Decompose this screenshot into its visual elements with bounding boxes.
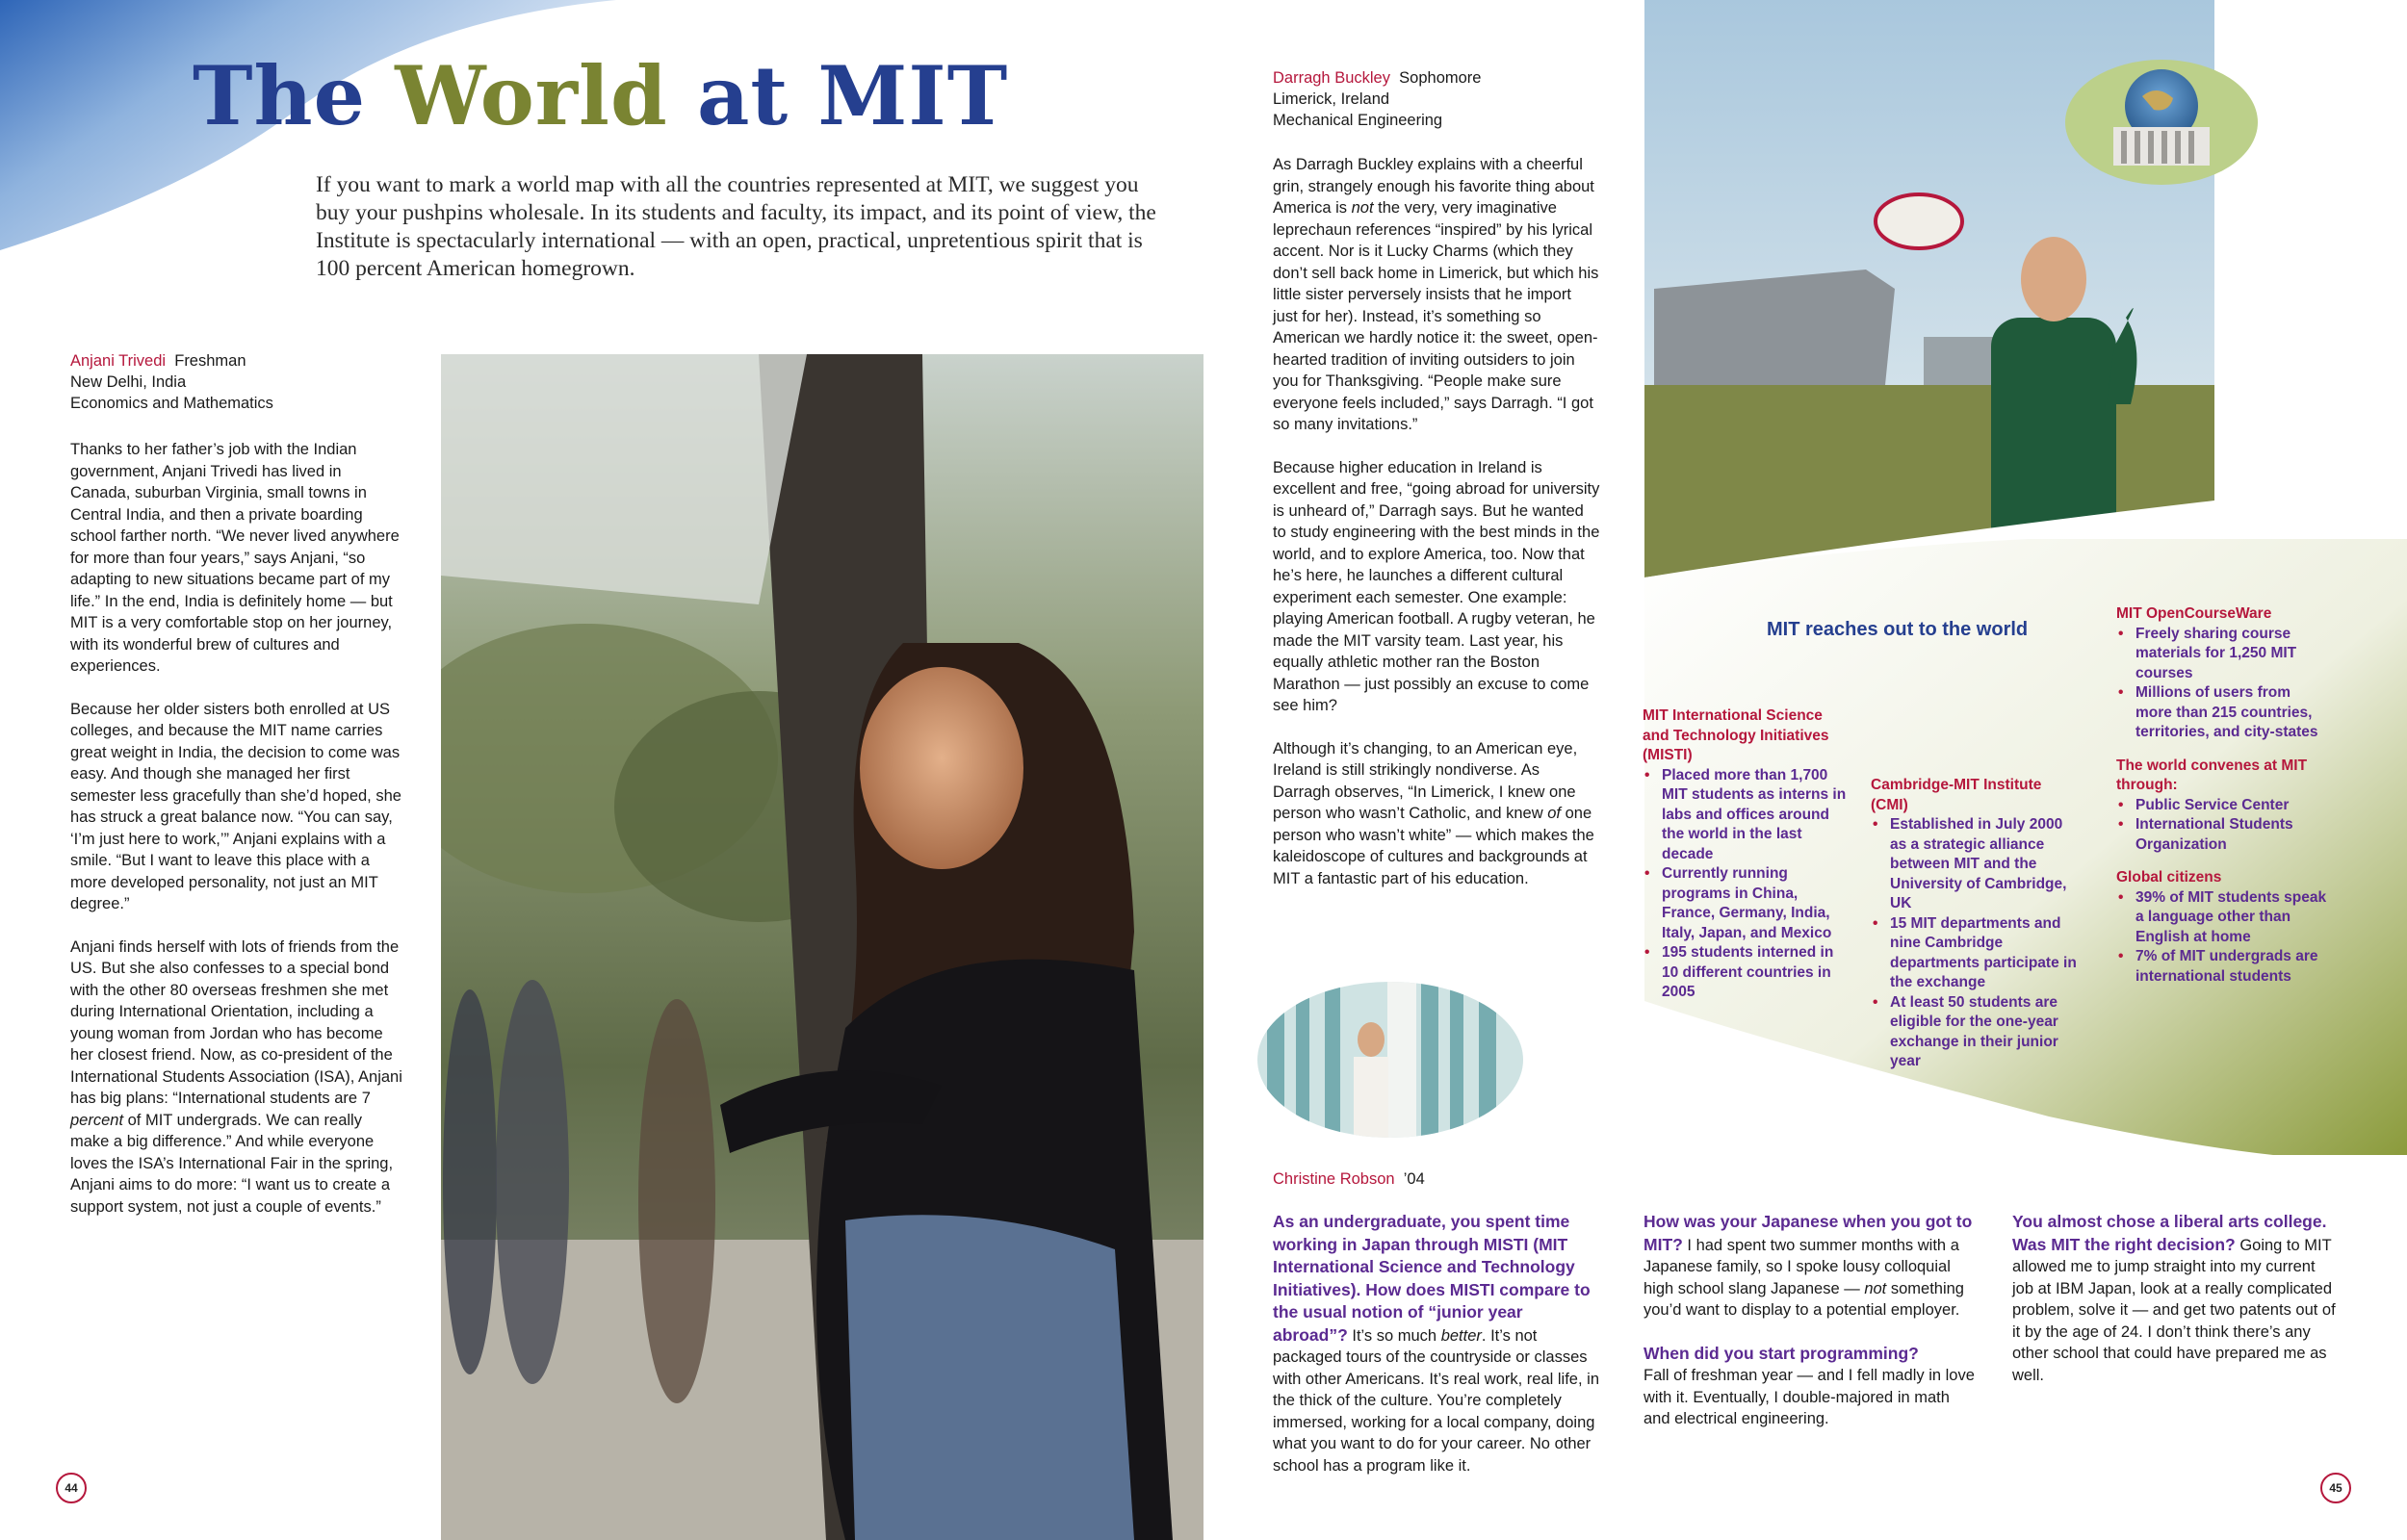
ocw-title: MIT OpenCourseWare — [2116, 605, 2272, 622]
qa-4: You almost chose a liberal arts college. Was MIT the right decision? Going to MIT allowed me to jump straight into my current job at IBM Japan, look at a really complicated problem, solve it — and get two patents out of it by the age of 24. I don’t think there’s any other school that could have prepared me as well. — [2012, 1212, 2336, 1384]
anjani-major: Economics and Mathematics — [70, 395, 273, 412]
list-item: • 39% of MIT students speak a language other than English at home — [2116, 888, 2328, 948]
darragh-paragraph-3: Although it’s changing, to an American eye, Ireland is still strikingly nondiverse. As Darragh observes, “In Limerick, I knew one person who wasn’t Catholic, and knew of one person who wasn’t white” — which makes the kaleidoscope of cultures and backgrounds at MIT a fantastic part of his education. — [1273, 739, 1594, 887]
list-item: • Currently running programs in China, France, Germany, India, Italy, Japan, and Mexico — [1643, 864, 1850, 943]
christine-name: Christine Robson — [1273, 1170, 1395, 1188]
anjani-paragraph-1: Thanks to her father’s job with the Indian government, Anjani Trivedi has lived in Canada, suburban Virginia, small towns in Central India, and then a private boarding school farther north. “We never lived anywhere for more than four years,” says Anjani, “so adapting to new situations became part of my life.” In the end, India is definitely home — but MIT is a very comfortable stop on her journey, with its wonderful brew of cultures and experiences. — [70, 441, 400, 675]
anjani-year: Freshman — [174, 352, 246, 370]
reaches-out-heading: MIT reaches out to the world — [1767, 619, 2029, 640]
anjani-paragraph-2: Because her older sisters both enrolled at US colleges, and because the MIT name carries great weight in India, the decision to come was easy. And though she managed her first semester less gracefully than she’d hoped, she has struck a great balance now. “You can say, ‘I’m just here to work,’” Anjani explains with a smile. “But I want to leave this place with a more developed personality, not just an MIT degree.” — [70, 700, 401, 912]
darragh-paragraph-1: As Darragh Buckley explains with a cheerful grin, strangely enough his favorite thing about America is not the very, very imaginative leprechaun references “inspired” by his lyrical accent. Nor is it Lucky Charms (which they don’t sell back home in Limerick, but which his little sister perversely insists that he import just for her). Instead, it’s something so American we hardly notice it: the sweet, open-hearted tradition of inviting outsiders to join you for Thanksgiving. “People make sure everyone feels included,” says Darragh. “I got so many invitations.” — [1273, 156, 1599, 433]
qa-3: When did you start programming? Fall of freshman year — and I fell madly in love with it. Eventually, I double-majored in math and electrical engineering. — [1643, 1343, 1975, 1427]
anjani-paragraph-3: Anjani finds herself with lots of friends from the US. But she also confesses to a special bond with the other 80 overseas freshmen she met during International Orientation, including a young woman from Jordan who has become her closest friend. Now, as co-president of the International Students Association (ISA), Anjani has big plans: “International students are 7 percent of MIT undergrads. We can really make a big difference.” And while everyone loves the ISA’s International Fair in the spring, Anjani aims to do more: “I want us to create a support system, not just a couple of events.” — [70, 937, 402, 1216]
global-citizens-title: Global citizens — [2116, 869, 2222, 886]
anjani-name: Anjani Trivedi — [70, 352, 167, 370]
list-item: • Public Service Center — [2116, 796, 2328, 816]
christine-qa-column-1 — [1273, 1211, 1600, 1498]
list-item: • At least 50 students are eligible for the one-year exchange in their junior year — [1871, 993, 2078, 1072]
globe-dome-illustration — [2065, 60, 2258, 185]
page-number-left: 44 — [56, 1473, 87, 1503]
christine-photo — [1257, 982, 1523, 1138]
question-1: As an undergraduate, you spent time working in Japan through MISTI (MIT International Science and Technology Initiatives). How does MISTI compare to the usual notion of “junior year abroad”? — [1273, 1212, 1591, 1345]
list-item: • 15 MIT departments and nine Cambridge departments participate in the exchange — [1871, 914, 2078, 993]
list-item: • 195 students interned in 10 different countries in 2005 — [1643, 943, 1850, 1003]
christine-year: ’04 — [1403, 1170, 1425, 1188]
misti-block — [1643, 706, 1850, 1003]
question-3: When did you start programming? — [1643, 1343, 1919, 1363]
anjani-story-column — [70, 439, 402, 1239]
page-number-right: 45 — [2320, 1473, 2351, 1503]
anjani-hometown: New Delhi, India — [70, 373, 187, 391]
list-item: • Millions of users from more than 215 countries, territories, and city-states — [2116, 683, 2328, 743]
darragh-byline — [1273, 67, 1619, 131]
darragh-name: Darragh Buckley — [1273, 69, 1390, 87]
list-item: • Established in July 2000 as a strategic alliance between MIT and the University of Cambridge, UK — [1871, 815, 2078, 914]
darragh-hometown: Limerick, Ireland — [1273, 90, 1390, 108]
convenes-title: The world convenes at MIT through: — [2116, 757, 2308, 793]
question-4: You almost chose a liberal arts college. Was MIT the right decision? — [2012, 1212, 2327, 1254]
christine-qa-column-3 — [2012, 1211, 2340, 1407]
list-item: • Placed more than 1,700 MIT students as interns in labs and offices around the world in the last decade — [1643, 766, 1850, 865]
list-item: • Freely sharing course materials for 1,250 MIT courses — [2116, 625, 2328, 684]
list-item: • International Students Organization — [2116, 815, 2328, 855]
intro-paragraph: If you want to mark a world map with all the countries represented at MIT, we suggest you buy your pushpins wholesale. In its students and faculty, its impact, and its point of view, the Institute is spectacularly international — with an open, practical, unpretentious spirit that is 100 percent American homegrown. — [316, 172, 1156, 281]
qa-2: How was your Japanese when you got to MIT? I had spent two summer months with a Japanese family, so I spoke lousy colloquial high school slang Japanese — not something you’d want to display to a potential employer. — [1643, 1212, 1973, 1319]
misti-title: MIT International Science and Technology Initiatives (MISTI) — [1643, 707, 1829, 763]
page-title: The World at MIT — [193, 48, 1009, 143]
darragh-paragraph-2: Because higher education in Ireland is excellent and free, “going abroad for university is unheard of,” Darragh says. But he wanted to study engineering with the best minds in the world, and to explore America, too. Now that he’s here, he launches a different cultural experiment each semester. One example: playing American football. A rugby veteran, he made the MIT varsity team. Last year, his equally athletic mother ran the Boston Marathon — just possibly an excuse to come see him? — [1273, 458, 1600, 714]
anjani-byline — [70, 350, 398, 414]
cmi-title: Cambridge-MIT Institute (CMI) — [1871, 777, 2042, 813]
qa-1: As an undergraduate, you spent time working in Japan through MISTI (MIT International Science and Technology Initiatives). How does MISTI compare to the usual notion of “junior year abroad”? It’s so much better. It’s not packaged tours of the countryside or classes with other Americans. It’s real work, real life, in the thick of the culture. You’re completely immersed, working for a local company, doing what you want to do for your career. No other school has a program like it. — [1273, 1212, 1599, 1475]
question-2: How was your Japanese when you got to MIT? — [1643, 1212, 1973, 1254]
christine-byline — [1273, 1168, 1619, 1190]
list-item: • 7% of MIT undergrads are international students — [2116, 947, 2328, 987]
darragh-story-column — [1273, 154, 1600, 911]
anjani-photo — [441, 354, 1204, 1540]
darragh-year: Sophomore — [1399, 69, 1482, 87]
cmi-block — [1871, 776, 2078, 1072]
ocw-block — [2116, 604, 2328, 987]
darragh-major: Mechanical Engineering — [1273, 112, 1443, 129]
christine-qa-column-2 — [1643, 1211, 1976, 1451]
